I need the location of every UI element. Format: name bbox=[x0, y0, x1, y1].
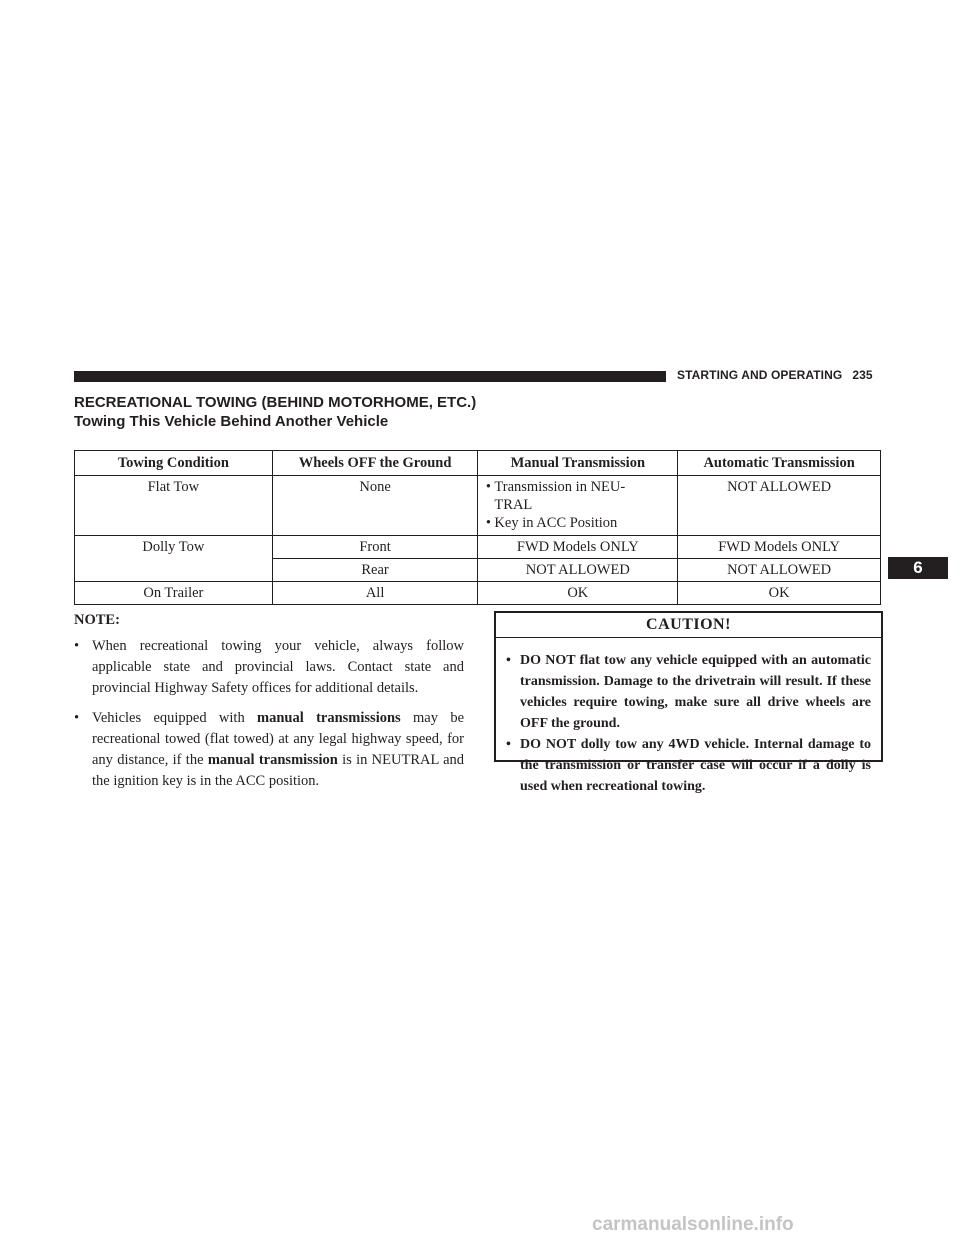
bullet: • bbox=[506, 653, 511, 668]
watermark: carmanualsonline.info bbox=[592, 1214, 794, 1235]
header-rule bbox=[74, 371, 666, 382]
table-cell: None bbox=[272, 476, 478, 536]
table-row bbox=[75, 536, 881, 559]
bullet: • bbox=[485, 479, 491, 495]
caution-text: DO NOT flat tow any vehicle equipped with an automatic transmission. Damage to the drivetrain will result. If these vehicles require towing, make sure all drive wheels are OFF the ground. bbox=[520, 653, 871, 731]
bullet-text: TRAL bbox=[494, 497, 533, 513]
list-item bbox=[74, 636, 464, 699]
bullet: • bbox=[74, 638, 80, 654]
table-header: Automatic Transmission bbox=[678, 451, 881, 476]
table-header: Towing Condition bbox=[75, 451, 273, 476]
table-row bbox=[75, 559, 881, 582]
table-cell: OK bbox=[678, 582, 881, 605]
table-cell: FWD Models ONLY bbox=[478, 536, 678, 559]
caution-text: DO NOT dolly tow any 4WD vehicle. Internal damage to the transmission or transfer case will occur if a dolly is used when recreational towing. bbox=[520, 737, 871, 794]
note-text: When recreational towing your vehicle, always follow applicable state and provincial laws. Contact state and provincial Highway Safety offices for additional details. bbox=[92, 638, 464, 696]
list-item bbox=[506, 650, 871, 734]
list-item bbox=[74, 708, 464, 792]
table-cell bbox=[75, 559, 273, 582]
table-cell: FWD Models ONLY bbox=[678, 536, 881, 559]
running-head bbox=[677, 368, 887, 382]
table-cell: NOT ALLOWED bbox=[678, 559, 881, 582]
bullet: • bbox=[506, 737, 511, 752]
table-cell: NOT ALLOWED bbox=[478, 559, 678, 582]
page-number: 235 bbox=[852, 368, 873, 382]
table-cell: NOT ALLOWED bbox=[678, 476, 881, 536]
note-title: NOTE: bbox=[74, 612, 120, 628]
table-cell-bullets bbox=[478, 476, 678, 536]
table-cell: Rear bbox=[272, 559, 478, 582]
note-list bbox=[74, 636, 464, 801]
table-cell: On Trailer bbox=[75, 582, 273, 605]
list-item bbox=[506, 734, 871, 797]
table-header: Wheels OFF the Ground bbox=[272, 451, 478, 476]
bullet: • bbox=[485, 515, 491, 531]
table-cell: Dolly Tow bbox=[75, 536, 273, 559]
table-cell: OK bbox=[478, 582, 678, 605]
section-subheading: Towing This Vehicle Behind Another Vehicle bbox=[74, 413, 389, 430]
running-head-section: STARTING AND OPERATING bbox=[677, 368, 843, 382]
table-cell: Front bbox=[272, 536, 478, 559]
emphasis: manual transmission bbox=[207, 752, 338, 768]
caution-box bbox=[494, 611, 883, 794]
bullet-text: Transmission in NEU- bbox=[494, 479, 626, 495]
caution-body bbox=[496, 638, 881, 797]
table-row bbox=[75, 582, 881, 605]
table-header-row bbox=[75, 451, 881, 476]
table-cell: All bbox=[272, 582, 478, 605]
table-cell: Flat Tow bbox=[75, 476, 273, 536]
towing-table bbox=[74, 450, 881, 605]
table-header: Manual Transmission bbox=[478, 451, 678, 476]
note-text: Vehicles equipped with manual transmissions may be recreational towed (flat towed) at any legal highway speed, for any distance, if the manual transmission is in NEUTRAL and the ignition key is in the ACC position. bbox=[92, 710, 465, 789]
chapter-tab: 6 bbox=[888, 557, 948, 579]
emphasis: manual transmissions bbox=[257, 710, 401, 726]
bullet-text: Key in ACC Position bbox=[494, 515, 618, 531]
bullet: • bbox=[74, 710, 80, 726]
section-heading: RECREATIONAL TOWING (BEHIND MOTORHOME, ETC.) bbox=[74, 394, 477, 411]
table-row bbox=[75, 476, 881, 536]
caution-title: CAUTION! bbox=[496, 613, 881, 638]
